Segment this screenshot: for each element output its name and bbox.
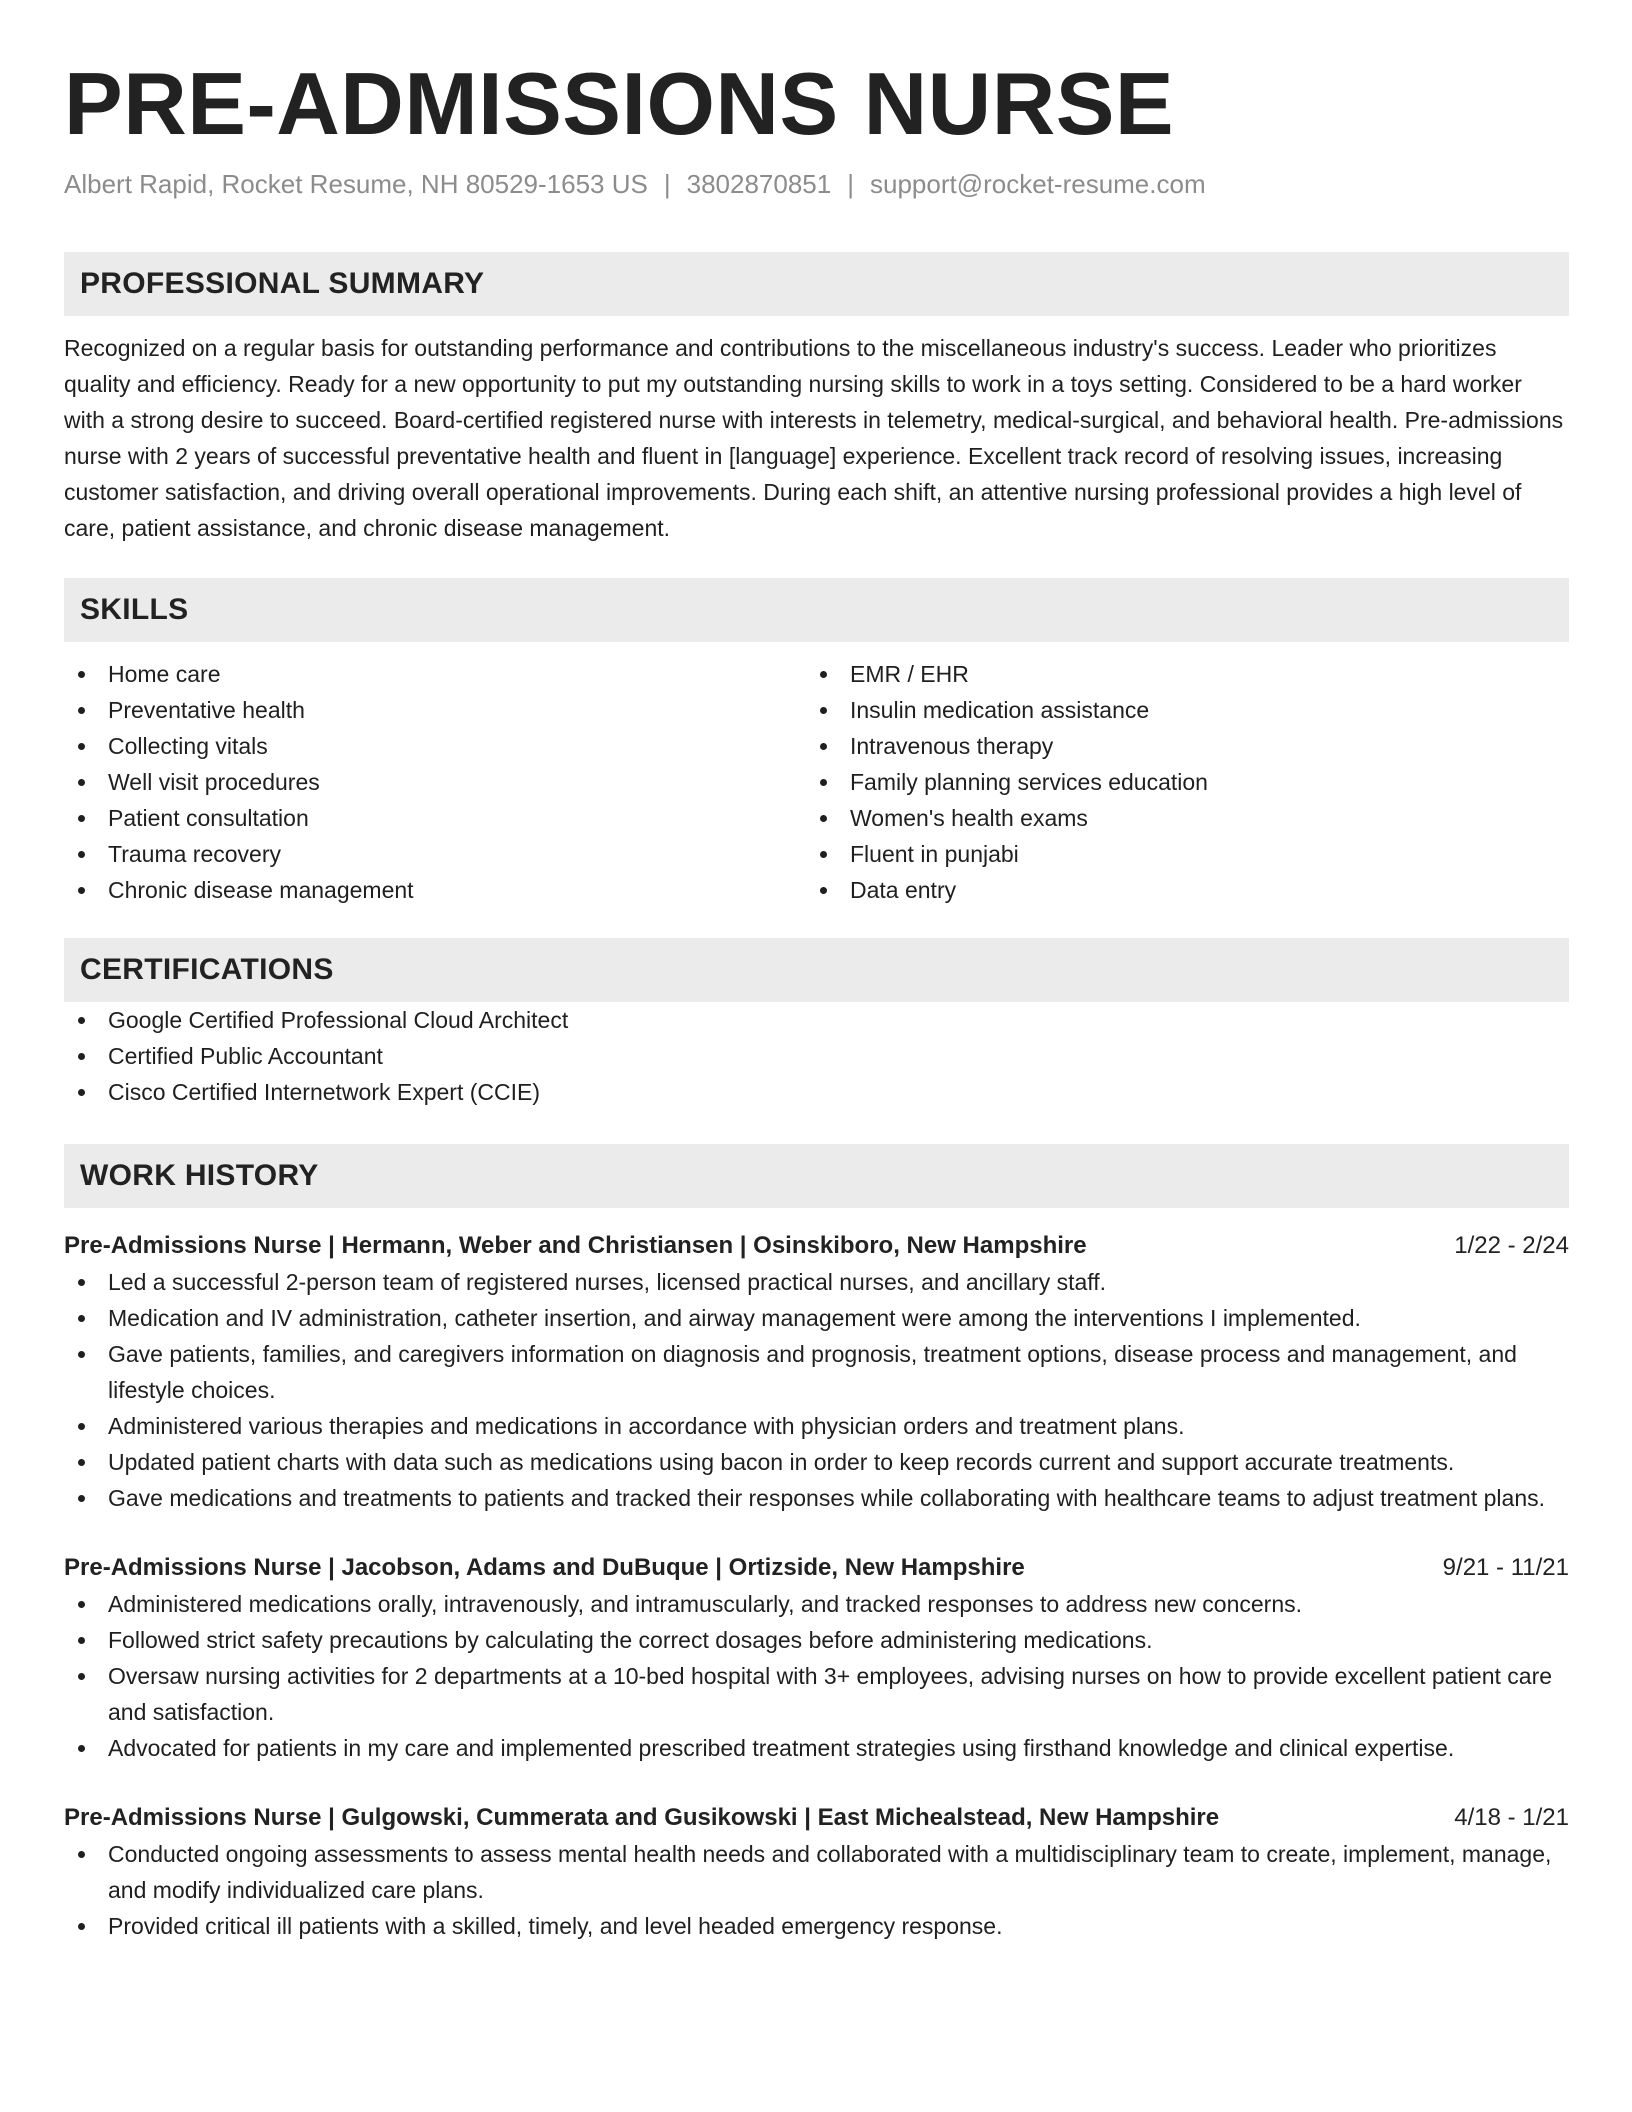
summary-text: Recognized on a regular basis for outstanding performance and contributions to the miscellaneous industry's success. Leader who prioritizes quality and efficiency. Ready for a new opportunity to put my outstanding nursing skills to work in a toys setting. Considered to be a hard worker with a strong desire to succeed. Board-certified registered nurse with interests in telemetry, medical-surgical, and behavioral health. Pre-admissions nurse with 2 years of successful preventative health and fluent in [language] experience. Excellent track record of resolving issues, increasing customer satisfaction, and driving overall operational improvements. During each shift, an attentive nursing professional provides a high level of care, patient assistance, and chronic disease management. <box>64 335 1564 541</box>
job-bullet: Conducted ongoing assessments to assess mental health needs and collaborated with a multidisciplinary team to create, implement, manage, and modify individualized care plans. <box>64 1836 1569 1908</box>
skill-item: Preventative health <box>64 692 806 728</box>
skill-item: Collecting vitals <box>64 728 806 764</box>
skill-item: Home care <box>64 656 806 692</box>
certifications-list <box>64 1002 1569 1110</box>
skill-item: Women's health exams <box>806 800 1548 836</box>
job-bullet: Led a successful 2-person team of registered nurses, licensed practical nurses, and ancillary staff. <box>64 1264 1569 1300</box>
job-bullets <box>64 1586 1569 1766</box>
contact-phone: 3802870851 <box>686 169 832 199</box>
job-bullet: Oversaw nursing activities for 2 departments at a 10-bed hospital with 3+ employees, advising nurses on how to provide excellent patient care and satisfaction. <box>64 1658 1569 1730</box>
contact-email: support@rocket-resume.com <box>870 169 1206 199</box>
job-title-line: Pre-Admissions Nurse | Gulgowski, Cummerata and Gusikowski | East Michealstead, New Hampshire <box>64 1804 1220 1831</box>
job-bullet: Gave patients, families, and caregivers information on diagnosis and prognosis, treatment options, disease process and management, and lifestyle choices. <box>64 1336 1569 1408</box>
skill-item: Data entry <box>806 872 1548 908</box>
job-entry <box>64 1800 1569 1944</box>
section-heading-summary: PROFESSIONAL SUMMARY <box>64 252 1569 316</box>
contact-separator: | <box>847 169 854 199</box>
job-dates: 4/18 - 1/21 <box>1454 1804 1569 1831</box>
job-bullet: Provided critical ill patients with a skilled, timely, and level headed emergency response. <box>64 1908 1569 1944</box>
certification-item: Cisco Certified Internetwork Expert (CCIE) <box>64 1074 1569 1110</box>
job-bullets <box>64 1836 1569 1944</box>
job-bullet: Advocated for patients in my care and implemented prescribed treatment strategies using firsthand knowledge and clinical expertise. <box>64 1730 1569 1766</box>
skill-item: Fluent in punjabi <box>806 836 1548 872</box>
job-title-line: Pre-Admissions Nurse | Hermann, Weber and Christiansen | Osinskiboro, New Hampshire <box>64 1232 1087 1259</box>
skill-item: Family planning services education <box>806 764 1548 800</box>
resume-title: PRE-ADMISSIONS NURSE <box>64 54 1175 153</box>
job-bullet: Followed strict safety precautions by calculating the correct dosages before administering medications. <box>64 1622 1569 1658</box>
section-heading-certifications: CERTIFICATIONS <box>64 938 1569 1002</box>
skills-grid <box>64 656 1569 908</box>
skill-item: Intravenous therapy <box>806 728 1548 764</box>
job-bullet: Gave medications and treatments to patients and tracked their responses while collaborating with healthcare teams to adjust treatment plans. <box>64 1480 1569 1516</box>
contact-address: Albert Rapid, Rocket Resume, NH 80529-1653 US <box>64 169 648 199</box>
contact-separator: | <box>663 169 671 199</box>
section-heading-skills: SKILLS <box>64 578 1569 642</box>
job-bullet: Updated patient charts with data such as medications using bacon in order to keep records current and support accurate treatments. <box>64 1444 1569 1480</box>
job-entry <box>64 1228 1569 1516</box>
certification-item: Google Certified Professional Cloud Architect <box>64 1002 1569 1038</box>
skill-item: Insulin medication assistance <box>806 692 1548 728</box>
contact-line <box>64 166 1569 202</box>
section-heading-work-history: WORK HISTORY <box>64 1144 1569 1208</box>
skills-list-left <box>64 656 806 908</box>
certification-item: Certified Public Accountant <box>64 1038 1569 1074</box>
job-header <box>64 1550 1569 1586</box>
job-header <box>64 1800 1569 1836</box>
job-header <box>64 1228 1569 1264</box>
job-bullet: Administered medications orally, intravenously, and intramuscularly, and tracked responses to address new concerns. <box>64 1586 1569 1622</box>
job-title-line: Pre-Admissions Nurse | Jacobson, Adams and DuBuque | Ortizside, New Hampshire <box>64 1554 1025 1581</box>
skill-item: Well visit procedures <box>64 764 806 800</box>
skills-list-right <box>806 656 1548 908</box>
skill-item: Trauma recovery <box>64 836 806 872</box>
job-dates: 1/22 - 2/24 <box>1454 1232 1569 1259</box>
skill-item: Patient consultation <box>64 800 806 836</box>
job-bullets <box>64 1264 1569 1516</box>
skill-item: Chronic disease management <box>64 872 806 908</box>
job-entry <box>64 1550 1569 1766</box>
job-dates: 9/21 - 11/21 <box>1442 1554 1569 1581</box>
job-bullet: Administered various therapies and medications in accordance with physician orders and treatment plans. <box>64 1408 1569 1444</box>
skill-item: EMR / EHR <box>806 656 1548 692</box>
job-bullet: Medication and IV administration, catheter insertion, and airway management were among the interventions I implemented. <box>64 1300 1569 1336</box>
